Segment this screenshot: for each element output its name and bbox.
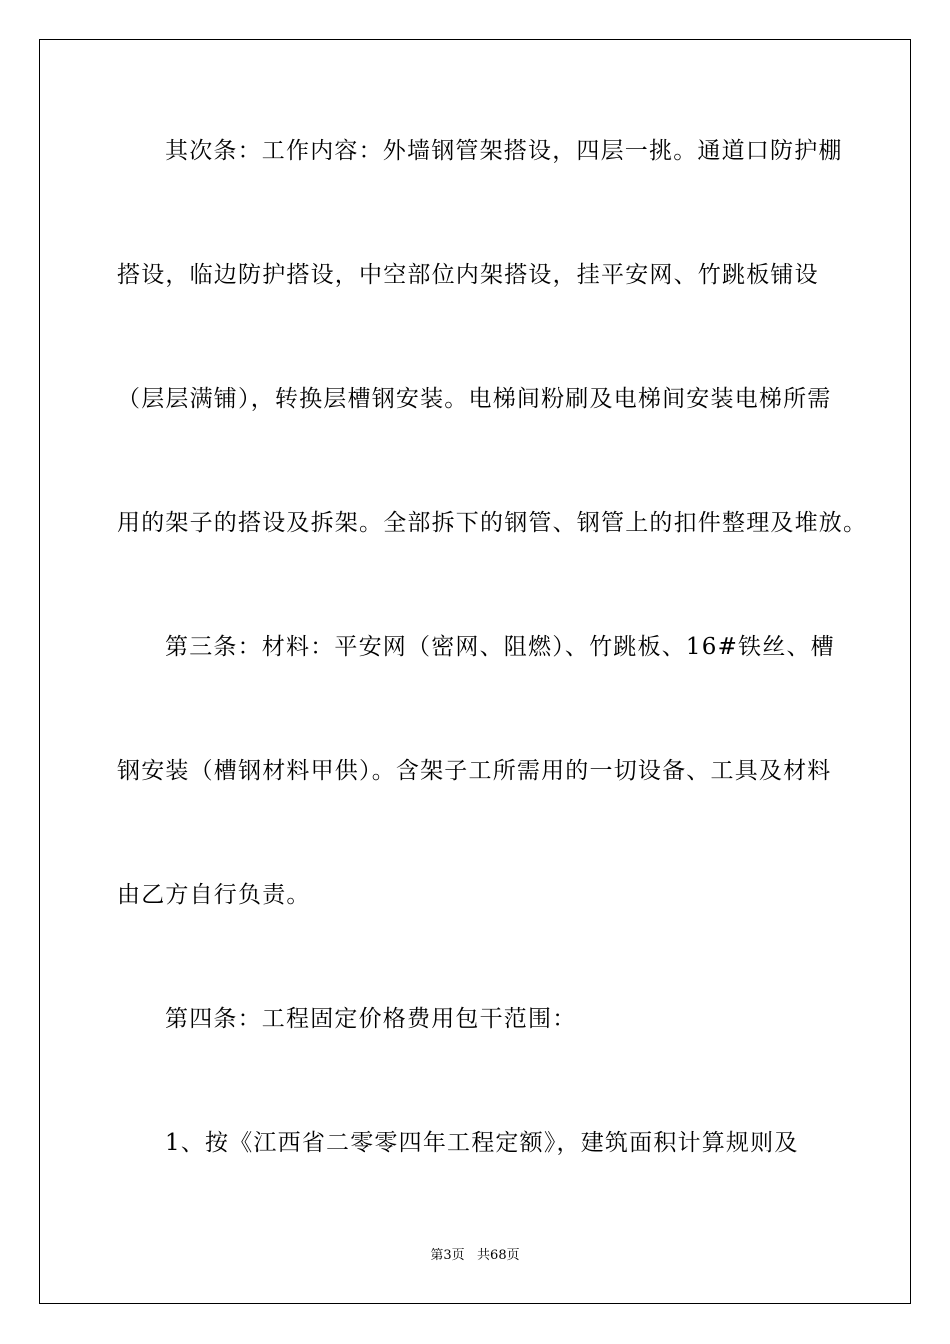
body-line-9: 1、按《江西省二零零四年工程定额》，建筑面积计算规则及 bbox=[165, 1130, 799, 1156]
body-line-8: 第四条：工程固定价格费用包干范围： bbox=[165, 1006, 577, 1032]
body-line-4: 用的架子的搭设及拆架。全部拆下的钢管、钢管上的扣件整理及堆放。 bbox=[117, 510, 868, 536]
body-line-1: 其次条：工作内容：外墙钢管架搭设，四层一挑。通道口防护棚 bbox=[165, 138, 843, 164]
body-line-5: 第三条：材料：平安网（密网、阻燃）、竹跳板、16#铁丝、槽 bbox=[165, 634, 835, 660]
page-border bbox=[39, 39, 911, 1304]
body-line-2: 搭设，临边防护搭设，中空部位内架搭设，挂平安网、竹跳板铺设 bbox=[117, 262, 819, 288]
page-number-footer: 第3页 共68页 bbox=[430, 1248, 520, 1263]
body-line-7: 由乙方自行负责。 bbox=[117, 882, 311, 908]
body-line-6: 钢安装（槽钢材料甲供）。含架子工所需用的一切设备、工具及材料 bbox=[117, 758, 832, 784]
body-line-3: （层层满铺），转换层槽钢安装。电梯间粉刷及电梯间安装电梯所需 bbox=[117, 386, 832, 412]
